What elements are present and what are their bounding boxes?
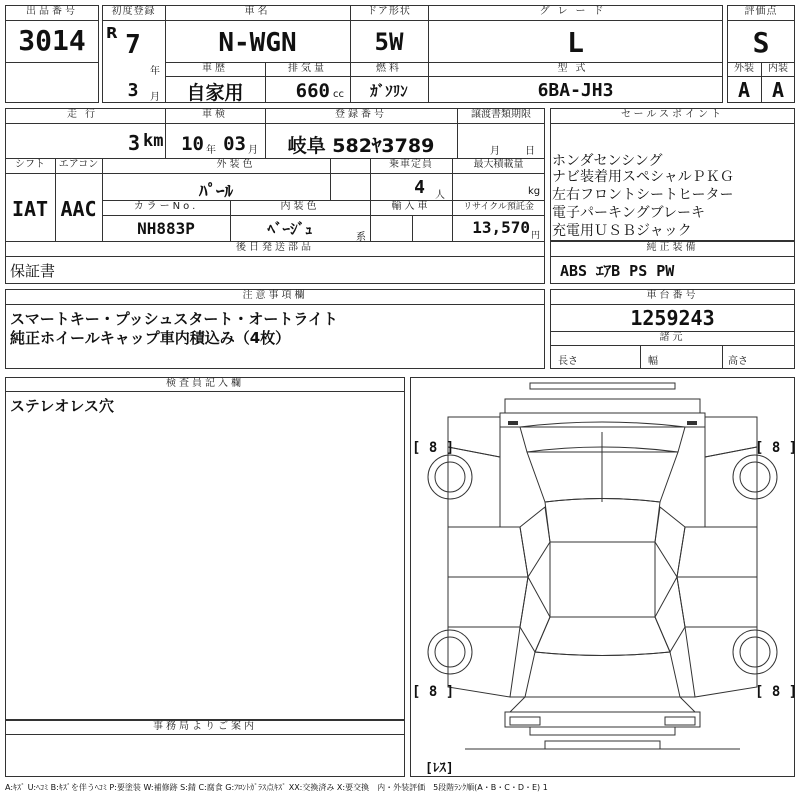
sales-point: ホンダセンシング — [552, 153, 663, 169]
inspection-year-unit: 年 — [206, 145, 216, 156]
sales-point: 左右フロントシートヒーター — [552, 187, 734, 203]
capacity-header: 乗車定員 — [389, 159, 433, 170]
inspection-month-unit: 月 — [248, 145, 258, 156]
lot-header: 出品番号 — [26, 6, 78, 17]
inspector-note: ステレオレス穴 — [10, 397, 114, 415]
specs-header: 諸元 — [659, 332, 686, 343]
chassis-header: 車台番号 — [646, 290, 699, 301]
divider — [5, 20, 99, 21]
score-header: 評価点 — [744, 6, 778, 17]
divider — [5, 256, 545, 257]
door-header: ドア形状 — [367, 6, 411, 17]
first-reg-header: 初度登録 — [111, 6, 156, 17]
history: 自家用 — [186, 82, 244, 104]
divider — [550, 345, 795, 346]
interior-score: A — [771, 78, 785, 102]
displacement: 660 — [295, 80, 330, 102]
era: R — [106, 24, 118, 42]
divider — [5, 123, 545, 124]
month-unit: 月 — [150, 92, 160, 103]
interior-color-header: 内装色 — [280, 201, 320, 212]
model: 6BA-JH3 — [537, 80, 614, 101]
registration-header: 登録番号 — [335, 109, 387, 120]
interior-color: ﾍﾞｰｼﾞｭ — [267, 220, 313, 238]
displacement-header: 排気量 — [288, 63, 327, 74]
width-label: 幅 — [648, 356, 658, 367]
displacement-unit: cc — [333, 89, 344, 100]
divider — [165, 76, 723, 77]
recycle-unit: 円 — [531, 231, 541, 241]
car-diagram — [410, 377, 798, 777]
later-parts: 保証書 — [10, 262, 56, 280]
color-no-header: カラーNo. — [133, 201, 199, 212]
divider — [640, 345, 641, 369]
inspector-box — [5, 377, 405, 720]
recycle: 13,570 — [472, 218, 530, 237]
equipment-header: 純正装備 — [646, 242, 699, 253]
height-label: 高さ — [728, 356, 748, 367]
diagram-mark-bottom: [ﾚｽ] — [425, 761, 454, 776]
divider — [5, 304, 545, 305]
load-unit: kg — [528, 186, 541, 197]
grade: L — [567, 26, 584, 59]
sales-point: 電子パーキングブレーキ — [552, 205, 706, 221]
legend: A:ｷｽﾞ U:ﾍｺﾐ B:ｷｽﾞを伴うﾍｺﾐ P:要塗装 W:補修跡 S:錆 C:腐食 G:ﾌﾛﾝﾄｶﾞﾗｽ点ｷｽﾞ XX:交換済み X:要交換 内・外装評価 5段階ﾗﾝｸ順(A・B・C・D・E) 1 — [5, 783, 548, 792]
chassis-no: 1259243 — [630, 306, 715, 330]
divider — [102, 215, 545, 216]
lot-number: 3014 — [18, 24, 86, 57]
inspection-year: 10 — [181, 133, 204, 155]
fuel: ｶﾞｿﾘﾝ — [370, 82, 408, 100]
mileage-header: 走行 — [67, 109, 103, 120]
interior-color-unit: 系 — [356, 232, 366, 243]
shift-header: シフト — [15, 159, 45, 170]
transfer-day-unit: 日 — [525, 146, 535, 157]
divider — [550, 304, 795, 305]
aircon-header: エアコン — [58, 159, 99, 170]
inspector-header: 検査員記入欄 — [166, 378, 244, 389]
divider — [722, 345, 723, 369]
exterior-color-header: 外装色 — [216, 159, 256, 170]
car-name-header: 車名 — [244, 6, 271, 17]
diagram-mark-front-left: [ 8 ] — [412, 440, 455, 456]
interior-header: 内装 — [768, 63, 788, 74]
fuel-header: 燃料 — [376, 63, 402, 74]
car-name: N-WGN — [218, 28, 297, 58]
equipment: ABS ｴｱB PS PW — [560, 262, 675, 280]
inspection-header: 車検 — [202, 109, 228, 120]
sales-header: セールスポイント — [620, 109, 725, 120]
transfer-header: 譲渡書類期限 — [471, 109, 531, 120]
color-no: NH883P — [137, 219, 195, 238]
divider — [5, 391, 405, 392]
mileage: 3 — [127, 131, 140, 155]
grade-header: グレード — [539, 6, 612, 17]
capacity-unit: 人 — [435, 190, 445, 201]
reg-month: 3 — [127, 80, 139, 101]
import-header: 輸入車 — [391, 201, 431, 212]
door: 5W — [374, 28, 404, 56]
aircon: AAC — [60, 197, 97, 221]
transfer-month-unit: 月 — [490, 146, 500, 157]
mileage-unit: km — [143, 131, 164, 151]
inspection-month: 03 — [223, 133, 246, 155]
capacity: 4 — [414, 177, 425, 198]
recycle-header: リサイクル預託金 — [463, 202, 534, 212]
diagram-mark-rear-right: [ 8 ] — [755, 684, 798, 700]
divider — [727, 20, 795, 21]
reg-year: 7 — [125, 30, 141, 60]
divider — [550, 123, 795, 124]
divider — [412, 215, 413, 241]
exterior-header: 外装 — [734, 63, 754, 74]
year-unit: 年 — [150, 66, 160, 77]
divider — [5, 173, 545, 174]
shift: IAT — [11, 197, 49, 221]
exterior-score: A — [737, 78, 751, 102]
plate: 岐阜 582ﾔ3789 — [287, 135, 435, 157]
notes-header: 注意事項欄 — [242, 290, 308, 301]
sales-point: 充電用ＵＳＢジャック — [552, 223, 692, 239]
divider — [102, 20, 723, 21]
divider — [550, 256, 795, 257]
office-header: 事務局よりご案内 — [153, 721, 257, 732]
note-line: 純正ホイールキャップ車内積込み（4枚） — [10, 329, 291, 347]
later-parts-header: 後日発送部品 — [236, 242, 314, 253]
history-header: 車歴 — [202, 63, 228, 74]
score: S — [752, 26, 770, 59]
diagram-mark-rear-left: [ 8 ] — [412, 684, 455, 700]
divider — [5, 734, 405, 735]
note-line: スマートキー・プッシュスタート・オートライト — [10, 310, 338, 328]
length-label: 長さ — [558, 356, 578, 367]
sales-point: ナビ装着用スペシャルＰＫＧ — [552, 169, 734, 185]
exterior-color: ﾊﾟｰﾙ — [199, 182, 233, 202]
max-load-header: 最大積載量 — [473, 159, 524, 170]
diagram-mark-front-right: [ 8 ] — [755, 440, 798, 456]
model-header: 型式 — [557, 63, 594, 74]
divider — [5, 62, 99, 63]
